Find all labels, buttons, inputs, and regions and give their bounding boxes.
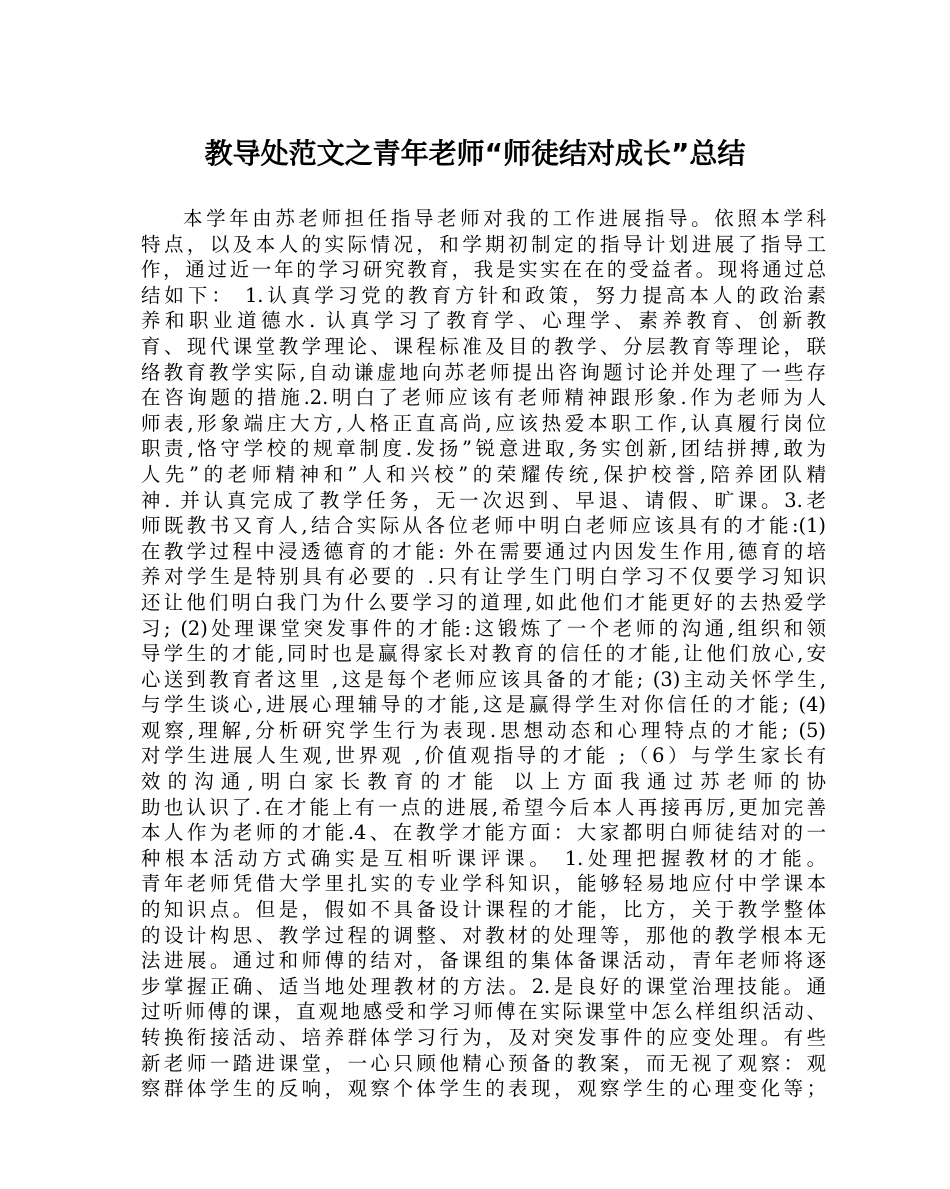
body-line: 种根本活动方式确实是互相听课评课。 1.处理把握教材的才能。 bbox=[141, 846, 826, 870]
body-line: 对学生进展人生观,世界观 ,价值观指导的才能 ;（6）与学生家长有 bbox=[141, 744, 826, 768]
body-line: 养和职业道德水. 认真学习了教育学、心理学、素养教育、创新教 bbox=[141, 309, 826, 333]
body-line: 络教育教学实际,自动谦虚地向苏老师提出咨询题讨论并处理了一些存 bbox=[141, 360, 826, 384]
body-line: 助也认识了.在才能上有一点的进展,希望今后本人再接再厉,更加完善 bbox=[141, 795, 826, 819]
body-line: 步掌握正确、适当地处理教材的方法。2.是良好的课堂治理技能。通 bbox=[141, 974, 826, 998]
body-line: 过听师傅的课，直观地感受和学习师傅在实际课堂中怎么样组织活动、 bbox=[141, 1000, 826, 1024]
body-line: 导学生的才能,同时也是赢得家长对教育的信任的才能,让他们放心,安 bbox=[141, 642, 826, 666]
body-line: 职责,恪守学校的规章制度.发扬”锐意进取,务实创新,团结拼搏,敢为 bbox=[141, 437, 826, 461]
body-line: 察群体学生的反响，观察个体学生的表现，观察学生的心理变化等； bbox=[141, 1077, 826, 1101]
body-line: 育、现代课堂教学理论、课程标准及目的教学、分层教育等理论，联 bbox=[141, 334, 826, 358]
body-line: 青年老师凭借大学里扎实的专业学科知识，能够轻易地应付中学课本 bbox=[141, 872, 826, 896]
body-line: 师既教书又育人,结合实际从各位老师中明白老师应该具有的才能:(1) bbox=[141, 514, 826, 538]
body-line: 神. 并认真完成了教学任务，无一次迟到、早退、请假、旷课。3.老 bbox=[141, 488, 826, 512]
body-line: 习; (2)处理课堂突发事件的才能:这锻炼了一个老师的沟通,组织和领 bbox=[141, 616, 826, 640]
body-line: 师表,形象端庄大方,人格正直高尚,应该热爱本职工作,认真履行岗位 bbox=[141, 411, 826, 435]
body-line: 心送到教育者这里 ,这是每个老师应该具备的才能; (3)主动关怀学生, bbox=[141, 667, 826, 691]
body-line: 与学生谈心,进展心理辅导的才能,这是赢得学生对你信任的才能; (4) bbox=[141, 693, 826, 717]
body-line: 新老师一踏进课堂，一心只顾他精心预备的教案，而无视了观察：观 bbox=[141, 1051, 826, 1075]
body-line: 本人作为老师的才能.4、在教学才能方面：大家都明白师徒结对的一 bbox=[141, 821, 826, 845]
body-line: 在咨询题的措施.2.明白了老师应该有老师精神跟形象.作为老师为人 bbox=[141, 386, 826, 410]
document-body bbox=[141, 206, 826, 1102]
body-line: 还让他们明白我门为什么要学习的道理,如此他们才能更好的去热爱学 bbox=[141, 590, 826, 614]
body-line: 效的沟通,明白家长教育的才能 以上方面我通过苏老师的协 bbox=[141, 770, 826, 794]
body-line: 作，通过近一年的学习研究教育，我是实实在在的受益者。现将通过总 bbox=[141, 258, 826, 282]
body-line: 特点，以及本人的实际情况，和学期初制定的指导计划进展了指导工 bbox=[141, 232, 826, 256]
body-line: 养对学生是特别具有必要的 .只有让学生门明白学习不仅要学习知识 bbox=[141, 565, 826, 589]
body-line: 转换衔接活动、培养群体学习行为，及对突发事件的应变处理。有些 bbox=[141, 1026, 826, 1049]
body-line: 的知识点。但是，假如不具备设计课程的才能，比方，关于教学整体 bbox=[141, 898, 826, 922]
body-line: 结如下： 1.认真学习党的教育方针和政策，努力提高本人的政治素 bbox=[141, 283, 826, 307]
body-line: 观察,理解,分析研究学生行为表现.思想动态和心理特点的才能; (5) bbox=[141, 718, 826, 742]
document-title: 教导处范文之青年老师“师徒结对成长”总结 bbox=[204, 137, 746, 170]
body-line: 的设计构思、教学过程的调整、对教材的处理等，那他的教学根本无 bbox=[141, 923, 826, 947]
body-line: 法进展。通过和师傅的结对，备课组的集体备课活动，青年老师将逐 bbox=[141, 949, 826, 973]
body-line: 在教学过程中浸透德育的才能: 外在需要通过内因发生作用,德育的培 bbox=[141, 539, 826, 563]
body-line: 本学年由苏老师担任指导老师对我的工作进展指导。依照本学科 bbox=[183, 207, 826, 230]
body-line: 人先”的老师精神和”人和兴校”的荣耀传统,保护校誉,陪养团队精 bbox=[141, 462, 826, 486]
